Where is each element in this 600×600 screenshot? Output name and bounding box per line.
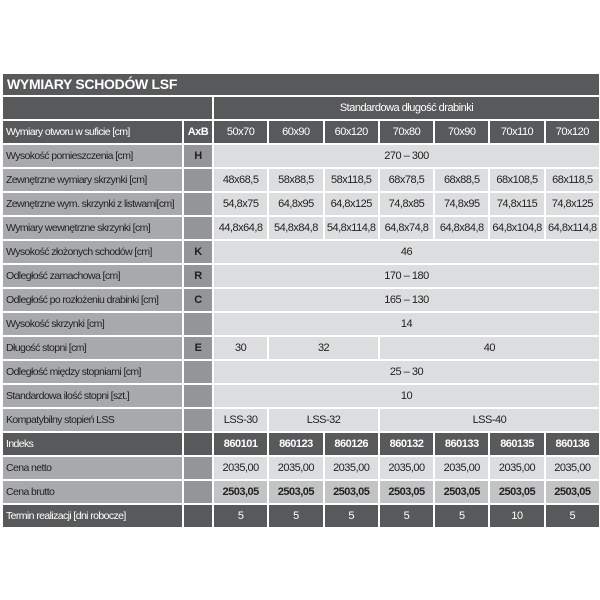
row-symbol: E [184, 337, 212, 359]
row-symbol [184, 457, 212, 479]
value-cell: 48x68,5 [214, 169, 267, 191]
row-label: Kompatybilny stopień LSS [3, 409, 182, 431]
value-cell: 165 – 130 [214, 289, 599, 311]
header-blank [3, 97, 212, 119]
value-cell: 2503,05 [490, 481, 543, 503]
row-label: Odległość po rozłożeniu drabinki [cm] [3, 289, 182, 311]
table-row [3, 361, 599, 383]
value-cell: 60x120 [325, 121, 378, 143]
value-cell: 860132 [380, 433, 433, 455]
row-symbol [184, 433, 212, 455]
value-cell: 70x90 [435, 121, 488, 143]
value-cell: 46 [214, 241, 599, 263]
value-cell: 2503,05 [435, 481, 488, 503]
value-cell: 50x70 [214, 121, 267, 143]
value-cell: 860123 [269, 433, 322, 455]
value-cell: LSS-32 [269, 409, 378, 431]
table-row [3, 265, 599, 287]
row-label: Odległość między stopniami [cm] [3, 361, 182, 383]
row-label: Odległość zamachowa [cm] [3, 265, 182, 287]
table-row [3, 409, 599, 431]
row-symbol [184, 481, 212, 503]
value-cell: 2035,00 [214, 457, 267, 479]
value-cell: 68x78,5 [380, 169, 433, 191]
value-cell: 5 [269, 505, 322, 527]
row-symbol: C [184, 289, 212, 311]
row-label: Cena brutto [3, 481, 182, 503]
row-label: Termin realizacji [dni robocze] [3, 505, 182, 527]
row-symbol: AxB [184, 121, 212, 143]
value-cell: 2503,05 [380, 481, 433, 503]
value-cell: 68x88,5 [435, 169, 488, 191]
row-label: Indeks [3, 433, 182, 455]
value-cell: 58x88,5 [269, 169, 322, 191]
value-cell: LSS-40 [380, 409, 599, 431]
value-cell: 2503,05 [269, 481, 322, 503]
row-symbol [184, 193, 212, 215]
value-cell: 44,8x64,8 [214, 217, 267, 239]
row-symbol [184, 217, 212, 239]
row-label: Wymiary wewnętrzne skrzynki [cm] [3, 217, 182, 239]
value-cell: 32 [269, 337, 378, 359]
value-cell: 54,8x75 [214, 193, 267, 215]
value-cell: 25 – 30 [214, 361, 599, 383]
row-symbol [184, 361, 212, 383]
table-row [3, 289, 599, 311]
value-cell: 70x110 [490, 121, 543, 143]
value-cell: 2503,05 [325, 481, 378, 503]
row-symbol: R [184, 265, 212, 287]
value-cell: 60x90 [269, 121, 322, 143]
row-label: Zewnętrzne wym. skrzynki z listwami[cm] [3, 193, 182, 215]
row-label: Długość stopni [cm] [3, 337, 182, 359]
table-row [3, 193, 599, 215]
value-cell: 2503,05 [214, 481, 267, 503]
value-cell: 54,8x84,8 [269, 217, 322, 239]
value-cell: 64,8x84,8 [435, 217, 488, 239]
row-label: Wysokość pomieszczenia [cm] [3, 145, 182, 167]
table-row [3, 121, 599, 143]
value-cell: 2503,05 [546, 481, 599, 503]
row-label: Standardowa ilość stopni [szt.] [3, 385, 182, 407]
value-cell: 5 [380, 505, 433, 527]
value-cell: 64,8x114,8 [546, 217, 599, 239]
value-cell: 14 [214, 313, 599, 335]
row-symbol [184, 313, 212, 335]
value-cell: 5 [435, 505, 488, 527]
header-group-label: Standardowa długość drabinki [214, 97, 599, 119]
value-cell: 2035,00 [490, 457, 543, 479]
value-cell: 64,8x95 [269, 193, 322, 215]
value-cell: 74,8x125 [546, 193, 599, 215]
value-cell: 10 [214, 385, 599, 407]
table-row [3, 385, 599, 407]
row-label: Zewnętrzne wymiary skrzynki [cm] [3, 169, 182, 191]
value-cell: 2035,00 [380, 457, 433, 479]
row-symbol [184, 169, 212, 191]
row-symbol: K [184, 241, 212, 263]
spec-table [1, 95, 600, 529]
value-cell: 2035,00 [269, 457, 322, 479]
value-cell: 860101 [214, 433, 267, 455]
value-cell: 30 [214, 337, 267, 359]
value-cell: 64,8x125 [325, 193, 378, 215]
stairs-dimensions-table [3, 74, 599, 529]
value-cell: 74,8x115 [490, 193, 543, 215]
value-cell: 2035,00 [546, 457, 599, 479]
value-cell: 54,8x114,8 [325, 217, 378, 239]
value-cell: 2035,00 [435, 457, 488, 479]
row-label: Wysokość złożonych schodów [cm] [3, 241, 182, 263]
row-symbol: H [184, 145, 212, 167]
value-cell: 70x120 [546, 121, 599, 143]
row-symbol [184, 409, 212, 431]
table-row [3, 169, 599, 191]
value-cell: LSS-30 [214, 409, 267, 431]
value-cell: 860135 [490, 433, 543, 455]
value-cell: 58x118,5 [325, 169, 378, 191]
table-row [3, 433, 599, 455]
value-cell: 2035,00 [325, 457, 378, 479]
value-cell: 5 [546, 505, 599, 527]
table-row [3, 457, 599, 479]
table-row [3, 313, 599, 335]
value-cell: 68x108,5 [490, 169, 543, 191]
row-symbol [184, 385, 212, 407]
table-row [3, 505, 599, 527]
table-row [3, 337, 599, 359]
value-cell: 64,8x74,8 [380, 217, 433, 239]
row-label: Wymiary otworu w suficie [cm] [3, 121, 182, 143]
value-cell: 40 [380, 337, 599, 359]
value-cell: 74,8x85 [380, 193, 433, 215]
row-symbol [184, 505, 212, 527]
table-title: WYMIARY SCHODÓW LSF [3, 74, 599, 95]
row-label: Cena netto [3, 457, 182, 479]
table-row [3, 481, 599, 503]
value-cell: 860136 [546, 433, 599, 455]
value-cell: 860133 [435, 433, 488, 455]
table-row [3, 145, 599, 167]
value-cell: 10 [490, 505, 543, 527]
table-row [3, 217, 599, 239]
row-label: Wysokość skrzynki [cm] [3, 313, 182, 335]
value-cell: 170 – 180 [214, 265, 599, 287]
header-row [3, 97, 599, 119]
value-cell: 64,8x104,8 [490, 217, 543, 239]
value-cell: 70x80 [380, 121, 433, 143]
table-row [3, 241, 599, 263]
value-cell: 68x118,5 [546, 169, 599, 191]
value-cell: 5 [214, 505, 267, 527]
value-cell: 270 – 300 [214, 145, 599, 167]
value-cell: 5 [325, 505, 378, 527]
value-cell: 74,8x95 [435, 193, 488, 215]
value-cell: 860126 [325, 433, 378, 455]
